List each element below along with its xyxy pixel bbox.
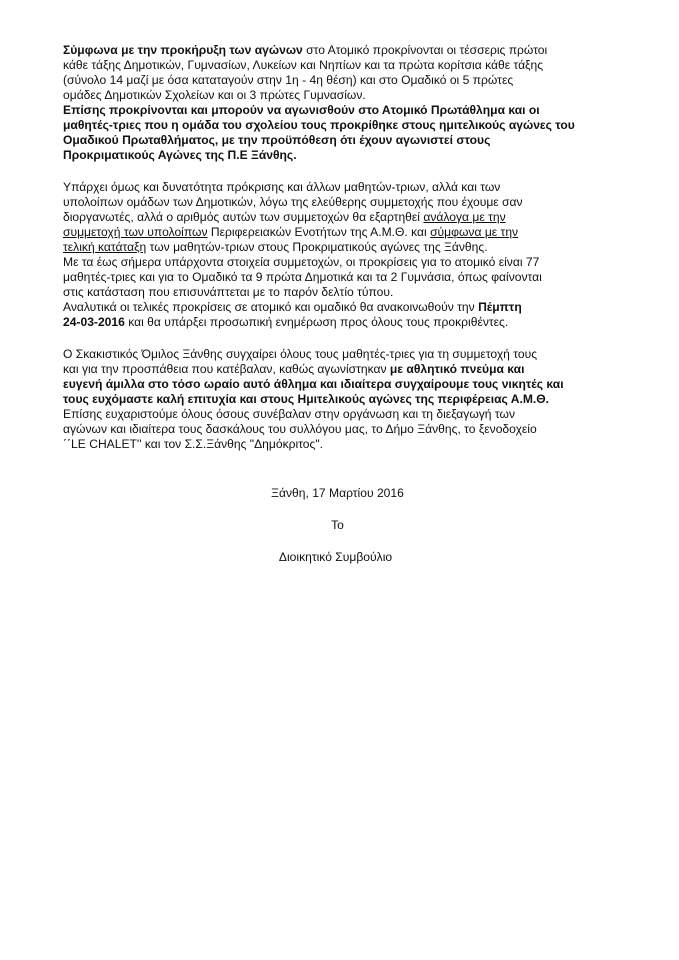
text-segment: μαθητές-τριες και για το Ομαδικό τα 9 πρώτα Δημοτικά και τα 2 Γυμνάσια, όπως φαίνονται [63, 270, 542, 284]
text-line [63, 133, 643, 148]
paragraph-2 [63, 180, 643, 330]
text-line [63, 270, 643, 285]
text-segment: Αναλυτικά οι τελικές προκρίσεις σε ατομικό και ομαδικό θα ανακοινωθούν την [63, 300, 479, 314]
letter-body [63, 43, 643, 469]
text-segment: Περιφερειακών Ενοτήτων της Α.Μ.Θ. και [207, 225, 431, 239]
text-line [63, 240, 643, 255]
text-segment: Με τα έως σήμερα υπάρχοντα στοιχεία συμμετοχών, οι προκρίσεις για το ατομικό είναι 77 [63, 255, 540, 269]
text-line [63, 362, 643, 377]
paragraph-1 [63, 43, 643, 163]
text-line [63, 195, 643, 210]
text-line [63, 103, 643, 118]
text-segment: Επίσης ευχαριστούμε όλους όσους συνέβαλαν στην οργάνωση και τη διεξαγωγή των [63, 407, 515, 421]
text-segment: κάθε τάξης Δημοτικών, Γυμνασίων, Λυκείων και Νηπίων και τα πρώτα κορίτσια κάθε τάξης [63, 58, 544, 72]
text-line [63, 88, 643, 103]
bold-text: Ομαδικού Πρωταθλήματος, με την προϋπόθεση ότι έχουν αγωνιστεί στους [63, 133, 491, 147]
text-segment: Υπάρχει όμως και δυνατότητα πρόκρισης και άλλων μαθητών-τριων, αλλά και των [63, 180, 501, 194]
text-line [63, 43, 643, 58]
text-line [63, 437, 643, 452]
text-segment: των μαθητών-τριων στους Προκριματικούς αγώνες της Ξάνθης. [146, 240, 488, 254]
text-line [63, 407, 643, 422]
signoff-to: Το [331, 518, 344, 532]
text-segment: (σύνολο 14 μαζί με όσα καταταγούν στην 1η - 4η θέση) και στο Ομαδικό οι 5 πρώτες [63, 73, 514, 87]
bold-text: μαθητές-τριες που η ομάδα του σχολείου τους προκρίθηκε στους ημιτελικούς αγώνες του [63, 118, 575, 132]
text-segment: διοργανωτές, αλλά ο αριθμός αυτών των συμμετοχών θα εξαρτηθεί [63, 210, 424, 224]
text-line [63, 347, 643, 362]
text-segment: και για την προσπάθεια που κατέβαλαν, καθώς αγωνίστηκαν [63, 362, 390, 376]
text-segment: και θα υπάρξει προσωπική ενημέρωση προς όλους τους προκριθέντες. [124, 315, 509, 329]
bold-text: Επίσης προκρίνονται και μπορούν να αγωνισθούν στο Ατομικό Πρωτάθλημα και οι [63, 103, 540, 117]
text-line [63, 73, 643, 88]
bold-text: ευγενή άμιλλα στο τόσο ωραίο αυτό άθλημα και ιδιαίτερα συγχαίρουμε τους νικητές και [63, 377, 564, 391]
text-line [63, 285, 643, 300]
text-line [63, 315, 643, 330]
text-line [63, 422, 643, 437]
text-segment: ΄΄LE CHALET'' και τον Σ.Σ.Ξάνθης "Δημόκριτος". [63, 437, 324, 451]
bold-text: τους ευχόμαστε καλή επιτυχία και στους Ημιτελικούς αγώνες της περιφέρειας Α.Μ.Θ. [63, 392, 550, 406]
bold-text: Προκριματικούς Αγώνες της Π.Ε Ξάνθης. [63, 148, 297, 162]
bold-text: με αθλητικό πνεύμα και [389, 362, 525, 376]
text-line [63, 300, 643, 315]
underlined-text: τελική κατάταξη [63, 240, 147, 254]
text-line [63, 210, 643, 225]
signoff-date: Ξάνθη, 17 Μαρτίου 2016 [271, 486, 404, 500]
text-segment: στις κατάσταση που επισυνάπτεται με το παρόν δελτίο τύπου. [63, 285, 394, 299]
text-line [63, 180, 643, 195]
underlined-text: συμμετοχή των υπολοίπων [63, 225, 208, 239]
text-segment: ομάδες Δημοτικών Σχολείων και οι 3 πρώτες Γυμνασίων. [63, 88, 366, 102]
text-segment: στο Ατομικό προκρίνονται οι τέσσερις πρώτοι [302, 43, 548, 57]
underlined-text: σύμφωνα με την [430, 225, 519, 239]
signoff-board: Διοικητικό Συμβούλιο [278, 550, 393, 564]
text-line [63, 118, 643, 133]
bold-text: Πέμπτη [478, 300, 522, 314]
underlined-text: ανάλογα με την [423, 210, 506, 224]
bold-text: Σύμφωνα με την προκήρυξη των αγώνων [63, 43, 303, 57]
text-line [63, 392, 643, 407]
text-segment: Ο Σκακιστικός Όμιλος Ξάνθης συγχαίρει όλους τους μαθητές-τριες για τη συμμετοχή τους [63, 347, 538, 361]
bold-text: 24-03-2016 [63, 315, 125, 329]
text-line [63, 225, 643, 240]
text-line [63, 148, 643, 163]
text-line [63, 58, 643, 73]
text-line [63, 255, 643, 270]
text-line [63, 377, 643, 392]
paragraph-3 [63, 347, 643, 452]
text-segment: υπολοίπων ομάδων των Δημοτικών, λόγω της ελεύθερης συμμετοχής που έχουμε σαν [63, 195, 523, 209]
text-segment: αγώνων και ιδιαίτερα τους δασκάλους του συλλόγου μας, το Δήμο Ξάνθης, το ξενοδοχείο [63, 422, 537, 436]
